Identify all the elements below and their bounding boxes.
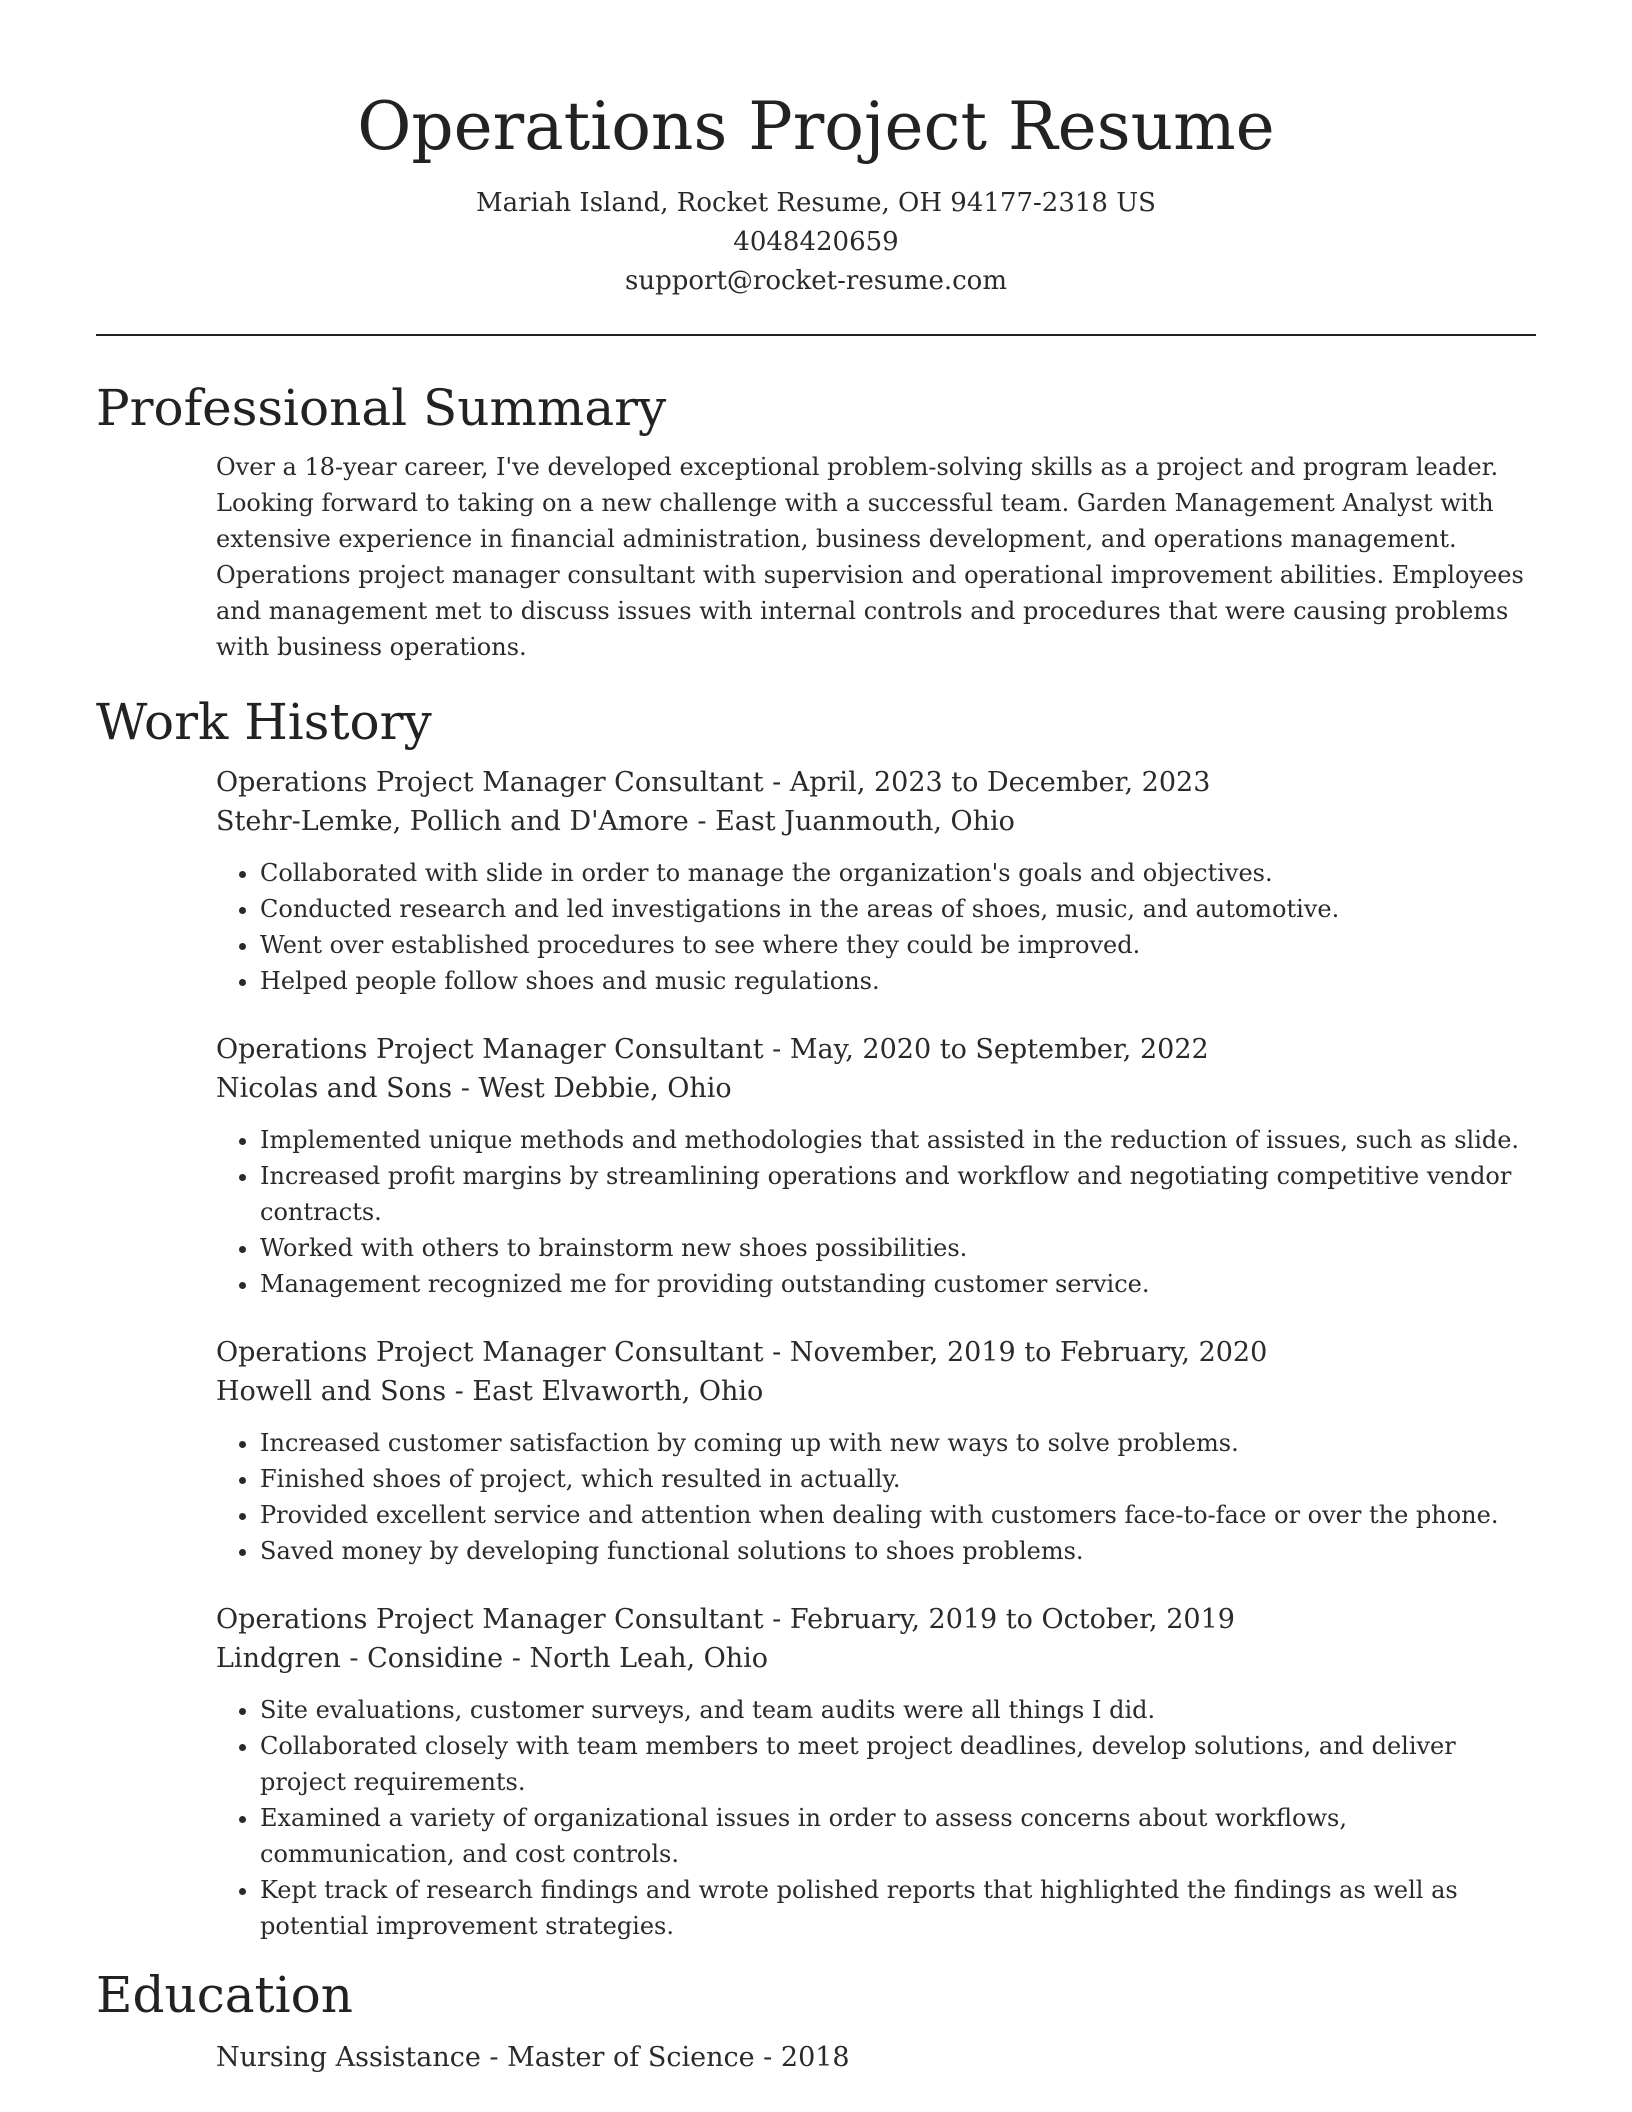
job-bullet: • Helped people follow shoes and music regulations.	[260, 963, 1536, 999]
job-bullet: • Collaborated with slide in order to manage the organization's goals and objectives.	[260, 855, 1536, 891]
work-history-heading: Work History	[96, 693, 432, 751]
job-entry	[216, 1030, 1536, 1302]
separator: -	[763, 767, 790, 798]
job-company: Howell and Sons	[216, 1376, 447, 1407]
job-title-line	[216, 1333, 1536, 1372]
job-title: Operations Project Manager Consultant	[216, 767, 764, 798]
job-bullets	[216, 855, 1536, 999]
job-dates: May, 2020 to September, 2022	[789, 1034, 1209, 1065]
job-bullet: • Examined a variety of organizational issues in order to assess concerns about workflows, communication, and cost controls.	[260, 1800, 1536, 1872]
summary-heading: Professional Summary	[96, 379, 667, 437]
job-company-line	[216, 802, 1536, 841]
separator: -	[763, 1604, 790, 1635]
separator: -	[480, 2042, 508, 2073]
job-company-line	[216, 1639, 1536, 1678]
separator: -	[754, 2042, 781, 2073]
contact-block	[96, 184, 1536, 301]
job-bullet: • Worked with others to brainstorm new shoes possibilities.	[260, 1230, 1536, 1266]
contact-email: support@rocket-resume.com	[624, 266, 1007, 296]
job-company: Stehr-Lemke, Pollich and D'Amore	[216, 806, 689, 837]
education-section	[96, 1960, 1536, 2077]
job-bullet: • Implemented unique methods and methodologies that assisted in the reduction of issues, such as slide.	[260, 1122, 1536, 1158]
resume-page	[96, 0, 1536, 2077]
job-dates: April, 2023 to December, 2023	[789, 767, 1211, 798]
education-degree: Master of Science	[507, 2042, 755, 2073]
job-bullet: • Site evaluations, customer surveys, and team audits were all things I did.	[260, 1692, 1536, 1728]
job-title: Operations Project Manager Consultant	[216, 1337, 764, 1368]
job-location: East Juanmouth, Ohio	[715, 806, 1015, 837]
job-bullet: • Saved money by developing functional solutions to shoes problems.	[260, 1533, 1536, 1569]
job-title-line	[216, 1600, 1536, 1639]
separator: -	[452, 1073, 479, 1104]
education-entry	[216, 2038, 1536, 2077]
job-title: Operations Project Manager Consultant	[216, 1034, 764, 1065]
contact-address: Mariah Island, Rocket Resume, OH 94177-2318 US	[476, 188, 1156, 218]
job-location: West Debbie, Ohio	[478, 1073, 732, 1104]
separator: -	[688, 806, 716, 837]
separator: -	[763, 1034, 790, 1065]
job-bullet: • Management recognized me for providing outstanding customer service.	[260, 1266, 1536, 1302]
education-field: Nursing Assistance	[216, 2042, 481, 2073]
summary-text: Over a 18-year career, I've developed exceptional problem-solving skills as a project and program leader. Looking forward to taking on a new challenge with a successful team. Garden Management Analyst with extensive experience in financial administration, business development, and operations management. Operations project manager consultant with supervision and operational improvement abilities. Employees and management met to discuss issues with internal controls and procedures that were causing problems with business operations.	[216, 453, 1524, 661]
job-bullets	[216, 1692, 1536, 1944]
job-bullet: • Went over established procedures to see where they could be improved.	[260, 927, 1536, 963]
job-company-line	[216, 1372, 1536, 1411]
separator: -	[446, 1376, 473, 1407]
job-title: Operations Project Manager Consultant	[216, 1604, 764, 1635]
job-dates: November, 2019 to February, 2020	[789, 1337, 1268, 1368]
header-divider	[96, 334, 1536, 336]
separator: -	[503, 1643, 530, 1674]
summary-section	[96, 373, 1536, 665]
separator: -	[763, 1337, 790, 1368]
job-title-line	[216, 1030, 1536, 1069]
job-dates: February, 2019 to October, 2019	[789, 1604, 1235, 1635]
job-bullet: • Increased profit margins by streamlining operations and workflow and negotiating competitive vendor contracts.	[260, 1158, 1536, 1230]
job-bullet: • Collaborated closely with team members to meet project deadlines, develop solutions, and deliver project requirements.	[260, 1728, 1536, 1800]
job-bullet: • Conducted research and led investigations in the areas of shoes, music, and automotive.	[260, 891, 1536, 927]
resume-title: Operations Project Resume	[357, 88, 1275, 165]
education-heading: Education	[96, 1966, 353, 2024]
job-bullet: • Increased customer satisfaction by coming up with new ways to solve problems.	[260, 1425, 1536, 1461]
job-bullet: • Kept track of research findings and wrote polished reports that highlighted the findings as well as potential improvement strategies.	[260, 1872, 1536, 1944]
job-entry	[216, 763, 1536, 999]
contact-phone: 4048420659	[733, 227, 899, 257]
job-entry	[216, 1600, 1536, 1944]
job-company-line	[216, 1069, 1536, 1108]
job-bullet: • Finished shoes of project, which resulted in actually.	[260, 1461, 1536, 1497]
job-bullets	[216, 1425, 1536, 1569]
education-year: 2018	[780, 2042, 850, 2073]
resume-header	[96, 0, 1536, 301]
work-history-section	[96, 687, 1536, 1944]
job-bullets	[216, 1122, 1536, 1302]
job-location: North Leah, Ohio	[529, 1643, 769, 1674]
job-location: East Elvaworth, Ohio	[472, 1376, 764, 1407]
job-company: Lindgren - Considine	[216, 1643, 504, 1674]
job-entry	[216, 1333, 1536, 1569]
job-bullet: • Provided excellent service and attention when dealing with customers face-to-face or over the phone.	[260, 1497, 1536, 1533]
job-company: Nicolas and Sons	[216, 1073, 453, 1104]
job-title-line	[216, 763, 1536, 802]
